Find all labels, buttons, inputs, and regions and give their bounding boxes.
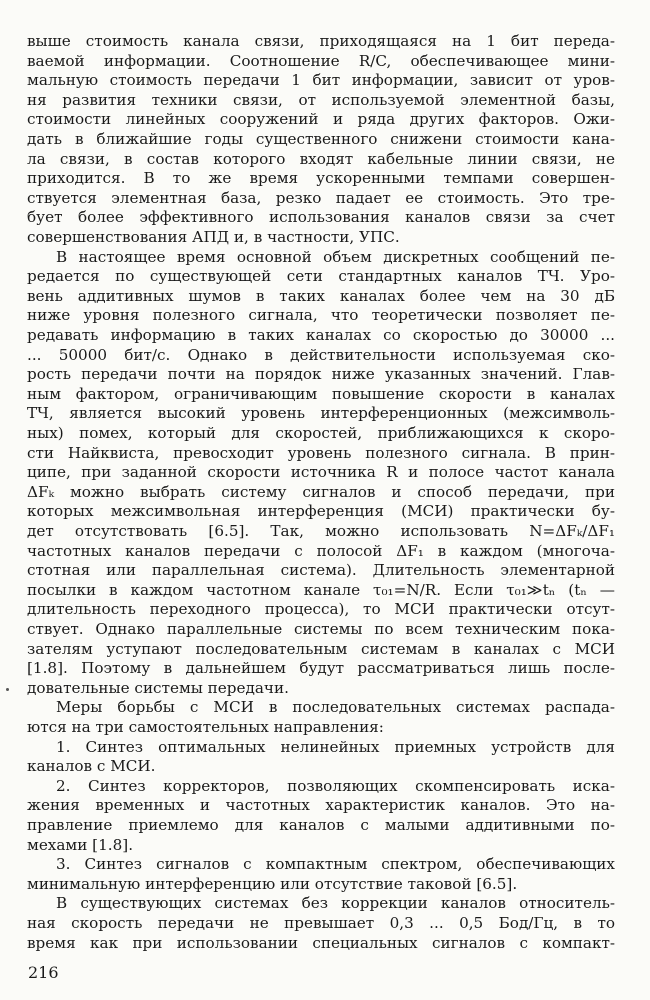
text-line: мехами [1.8]. bbox=[27, 835, 134, 854]
text-line: ципе, при заданной скорости источника R и полосе частот канала bbox=[27, 463, 615, 482]
text-line: длительность переходного процесса), то МСИ практически отсут- bbox=[27, 600, 615, 619]
text-line: В существующих системах без коррекции каналов относитель- bbox=[56, 894, 615, 913]
text-line: частотных каналов передачи с полосой ΔF₁ в каждом (многоча- bbox=[27, 541, 615, 560]
text-line: время как при использовании специальных сигналов с компакт- bbox=[27, 933, 615, 952]
text-line: довательные системы передачи. bbox=[27, 678, 289, 697]
text-line: ная скорость передачи не превышает 0,3 ... 0,5 Бод/Гц, в то bbox=[27, 914, 615, 932]
text-line: [1.8]. Поэтому в дальнейшем будут рассматриваться лишь после- bbox=[27, 659, 615, 678]
text-line: бует более эффективного использования каналов связи за счет bbox=[27, 208, 615, 227]
text-line: жения временных и частотных характеристик каналов. Это на- bbox=[27, 796, 615, 815]
text-line: 3. Синтез сигналов с компактным спектром, обеспечивающих bbox=[56, 855, 615, 874]
text-line: ваемой информации. Соотношение R/C, обеспечивающее мини- bbox=[27, 51, 615, 70]
text-line: стотная или параллельная система). Длительность элементарной bbox=[27, 561, 615, 580]
text-line: ствует. Однако параллельные системы по всем техническим пока- bbox=[27, 620, 615, 638]
text-line: рость передачи почти на порядок ниже указанных значений. Глав- bbox=[27, 365, 615, 384]
text-line: которых межсимвольная интерференция (МСИ) практически бу- bbox=[27, 502, 615, 521]
text-line: правление приемлемо для каналов с малыми аддитивными по- bbox=[27, 816, 615, 834]
text-line: зателям уступают последовательным системам в каналах с МСИ bbox=[27, 639, 615, 658]
text-line: ла связи, в состав которого входят кабельные линии связи, не bbox=[27, 149, 615, 168]
text-line: ствуется элементная база, резко падает ее стоимость. Это тре- bbox=[27, 188, 615, 207]
text-line: ниже уровня полезного сигнала, что теоретически позволяет пе- bbox=[27, 306, 615, 325]
text-line: ным фактором, ограничивающим повышение скорости в каналах bbox=[27, 384, 615, 403]
text-line: сти Найквиста, превосходит уровень полезного сигнала. В прин- bbox=[27, 443, 615, 462]
text-line: каналов с МСИ. bbox=[27, 757, 156, 776]
text-line: дать в ближайшие годы существенного снижени стоимости кана- bbox=[27, 130, 615, 148]
page-number: 216 bbox=[28, 963, 59, 982]
text-line: Меры борьбы с МСИ в последовательных системах распада- bbox=[56, 698, 615, 717]
text-line: редается по существующей сети стандартных каналов ТЧ. Уро- bbox=[27, 267, 615, 286]
text-line: ня развития техники связи, от используемой элементной базы, bbox=[27, 90, 615, 109]
text-line: В настоящее время основной объем дискретных сообщений пе- bbox=[56, 247, 615, 266]
text-line: 1. Синтез оптимальных нелинейных приемных устройств для bbox=[56, 737, 615, 756]
text-line: ТЧ, является высокий уровень интерференционных (межсимволь- bbox=[27, 404, 615, 423]
text-line: совершенствования АПД и, в частности, УПС. bbox=[27, 228, 400, 246]
text-line: ются на три самостоятельных направления: bbox=[27, 718, 384, 736]
text-line: 2. Синтез корректоров, позволяющих скомпенсировать иска- bbox=[56, 776, 615, 795]
text-line: стоимости линейных сооружений и ряда других факторов. Ожи- bbox=[27, 110, 615, 129]
text-line: ΔFₖ можно выбрать систему сигналов и способ передачи, при bbox=[27, 482, 615, 501]
text-line: посылки в каждом частотном канале τ₀₁=N/R. Если τ₀₁≫tₙ (tₙ — bbox=[27, 580, 615, 599]
text-line: дет отсутствовать [6.5]. Так, можно использовать N=ΔFₖ/ΔF₁ bbox=[27, 522, 615, 540]
text-line: приходится. В то же время ускоренными темпами совершен- bbox=[27, 169, 615, 188]
text-line: вень аддитивных шумов в таких каналах более чем на 30 дБ bbox=[27, 286, 615, 305]
text-line: ... 50000 бит/с. Однако в действительности используемая ско- bbox=[27, 345, 615, 364]
text-line: ных) помех, который для скоростей, приближающихся к скоро- bbox=[27, 424, 615, 442]
text-line: минимальную интерференцию или отсутствие таковой [6.5]. bbox=[27, 874, 518, 893]
text-line: редавать информацию в таких каналах со скоростью до 30000 ... bbox=[27, 326, 615, 344]
text-line: мальную стоимость передачи 1 бит информации, зависит от уров- bbox=[27, 71, 615, 90]
text-line: выше стоимость канала связи, приходящаяся на 1 бит переда- bbox=[27, 32, 615, 50]
margin-dot bbox=[6, 688, 9, 691]
